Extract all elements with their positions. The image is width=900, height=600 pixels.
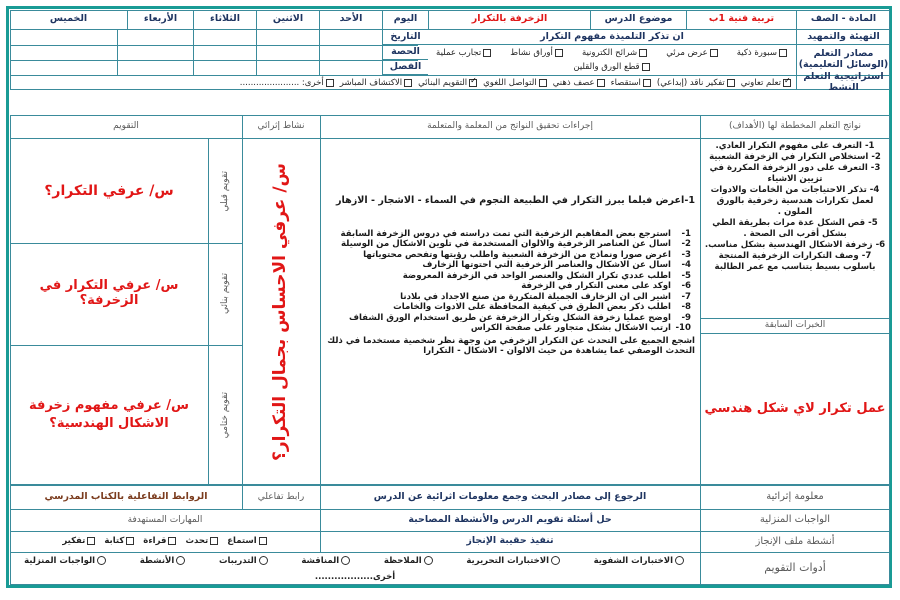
step-text: اشير الى ان الزخارف الجميلة المتكررة من صنع الاجداد في بلادنا bbox=[400, 291, 671, 302]
topic-label: موضوع الدرس bbox=[590, 10, 686, 30]
step-num: 3- bbox=[681, 249, 691, 260]
checkbox[interactable] bbox=[168, 537, 176, 545]
strategy-text: تعلم تعاوني bbox=[740, 78, 781, 88]
skills-label: المهارات المستهدفة bbox=[127, 514, 203, 525]
enrichment-value bbox=[242, 139, 320, 485]
radio[interactable] bbox=[97, 556, 106, 565]
procedures-content bbox=[325, 195, 695, 357]
tool-homework[interactable] bbox=[24, 556, 108, 566]
skill-text: قراءة bbox=[143, 536, 167, 546]
procedure-steps bbox=[325, 229, 695, 334]
strategy-brainstorm[interactable] bbox=[553, 78, 606, 88]
procedure-step bbox=[325, 313, 691, 323]
enrichment-text: س/ عرفي الاحساس بجمال التكرار؟ bbox=[270, 163, 291, 461]
strategy-language[interactable] bbox=[483, 78, 548, 88]
evaluation-type-final bbox=[208, 345, 242, 485]
strategy-other[interactable] bbox=[240, 78, 335, 88]
homework-label: الواجبات المنزلية bbox=[759, 514, 831, 526]
step-text: اوضح عمليا زخرفة الشكل وتكرار الزخرفة عن طريق استخدام الورق الشفاف bbox=[348, 312, 671, 323]
skill-text: استماع bbox=[227, 536, 257, 546]
resource-paper-pens[interactable] bbox=[573, 62, 650, 72]
tool-written[interactable] bbox=[466, 556, 562, 566]
procedure-step bbox=[325, 229, 691, 239]
step-text: اوكد على معنى التكرار في الزخرفة bbox=[521, 281, 671, 292]
step-text: اطلب عددي تكرار الشكل والعنصر الواحد في الزخرفة المعروضة bbox=[402, 270, 671, 281]
day-column-thursday: الخميس bbox=[10, 10, 127, 30]
resource-experiments[interactable] bbox=[436, 48, 492, 58]
strategy-inquiry[interactable] bbox=[611, 78, 652, 88]
step-text: اسال عن العناصر الزخرفية والالوان المستخدمة في تلوين الاشكال من الوسيلة bbox=[340, 239, 671, 250]
objective-item: 1- التعرف على مفهوم التكرار العادي. bbox=[715, 141, 875, 151]
step-text: اطلب ذكر بعض الطرق في كيفية المحافظة على الادوات والخامات bbox=[393, 302, 671, 313]
date-label: التاريخ bbox=[382, 30, 428, 45]
step-text: اسال عن الاشكال والعناصر الزخرفية التي احتوتها الزخارف bbox=[422, 260, 671, 271]
strategy-label: استراتيجية التعلم النشط bbox=[796, 75, 890, 90]
checkbox[interactable] bbox=[710, 49, 718, 57]
tool-discussion[interactable] bbox=[301, 556, 352, 566]
tool-oral[interactable] bbox=[594, 556, 686, 566]
strategy-text: أخرى: ...................... bbox=[239, 78, 324, 88]
procedure-outro: اشجع الجميع على التحدث عن التكرار الزخرفي من وجهة نظر شخصية مستخدما في ذلك التحدث الوصفي عما يشاهدة من حيث الالوان - الاشكال - التكرارا bbox=[327, 335, 695, 357]
strategy-discovery[interactable] bbox=[340, 78, 413, 88]
procedure-step bbox=[325, 260, 691, 270]
tool-text: التدريبات bbox=[218, 556, 257, 566]
skill-speaking[interactable] bbox=[185, 536, 219, 546]
procedure-step bbox=[325, 271, 691, 281]
strategy-text: استقصاء bbox=[610, 78, 641, 88]
resource-slides[interactable] bbox=[582, 48, 648, 58]
resource-label: أوراق نشاط bbox=[510, 48, 553, 58]
intro-label: التهيئة والتمهيد bbox=[796, 30, 890, 45]
checkbox[interactable] bbox=[643, 79, 651, 87]
objective-item: 3- التعرف على دور الزخرفة المكررة في تزيين الاشياء bbox=[709, 163, 881, 184]
procedure-intro: 1-اعرض فيلما يبرز التكرار في الطبيعة النجوم في السماء - الاشجار - الازهار bbox=[335, 195, 695, 206]
link-value[interactable]: الروابط التفاعلية بالكتاب المدرسي bbox=[44, 490, 208, 502]
checkbox[interactable] bbox=[326, 79, 334, 87]
strategy-text: عصف ذهني bbox=[552, 78, 595, 88]
class-label: الفصل bbox=[382, 60, 428, 75]
tools-label: أدوات التقويم bbox=[764, 561, 826, 575]
subject-value: تربية فنية 1ب bbox=[686, 10, 796, 30]
strategy-formative[interactable] bbox=[418, 78, 478, 88]
homework-value: حل أسئلة تقويم الدرس والأنشطة المصاحبة bbox=[408, 513, 612, 525]
step-num: 10- bbox=[675, 323, 691, 334]
step-num: 7- bbox=[681, 291, 691, 302]
checkbox[interactable] bbox=[642, 63, 650, 71]
skill-reading[interactable] bbox=[143, 536, 177, 546]
objectives-header: نواتج التعلم المخططة لها (الأهداف) bbox=[728, 121, 862, 132]
strategy-critical-thinking[interactable] bbox=[657, 78, 736, 88]
prior-experience-label: الخبرات السابقة bbox=[700, 318, 890, 334]
strategy-cooperative[interactable] bbox=[741, 78, 792, 88]
checkbox[interactable] bbox=[210, 537, 218, 545]
radio[interactable] bbox=[675, 556, 684, 565]
resources-label-line2: (الوسائل التعليمية) bbox=[798, 59, 889, 70]
resource-label: عرض مرئي bbox=[666, 48, 708, 58]
day-column-sunday: الأحد bbox=[319, 10, 382, 30]
procedure-step bbox=[325, 323, 691, 333]
portfolio-label: أنشطة ملف الإنجاز bbox=[755, 535, 835, 547]
radio[interactable] bbox=[551, 556, 560, 565]
checkbox[interactable] bbox=[126, 537, 134, 545]
skill-thinking[interactable] bbox=[62, 536, 96, 546]
radio[interactable] bbox=[341, 556, 350, 565]
checkbox[interactable] bbox=[539, 79, 547, 87]
subject-label: المادة - الصف bbox=[796, 10, 890, 30]
procedures-header: إجراءات تحقيق النواتج من المعلمة والمتعلمة bbox=[427, 121, 593, 132]
tool-text: الملاحظة bbox=[383, 556, 422, 566]
day-column-monday: الاثنين bbox=[256, 10, 319, 30]
info-label: معلومة إثرائية bbox=[766, 491, 824, 503]
objective-item: 2- استخلاص التكرار في الزخرفة الشعبية bbox=[709, 152, 881, 162]
period-label: الحصة bbox=[382, 45, 428, 60]
checkbox[interactable] bbox=[483, 49, 491, 57]
intro-value: ان تذكر التلميذة مفهوم التكرار bbox=[428, 30, 796, 45]
resource-label: تجارب عملية bbox=[436, 48, 482, 58]
checkbox[interactable] bbox=[259, 537, 267, 545]
strategy-text: الاكتشاف المباشر bbox=[339, 78, 403, 88]
step-num: 2- bbox=[681, 239, 691, 250]
checkbox-checked[interactable] bbox=[783, 79, 791, 87]
eval-type-text: تقويم بنائي bbox=[219, 273, 230, 315]
strategy-text: التواصل اللغوي bbox=[483, 78, 537, 88]
objective-item: 5- قص الشكل عدة مرات بطريقة الطي بشكل أقرب الى الصحة . bbox=[712, 218, 878, 239]
step-num: 9- bbox=[681, 312, 691, 323]
eval-type-text: تقويم قبلي bbox=[219, 170, 230, 212]
topic-value: الزخرفة بالتكرار bbox=[428, 10, 590, 30]
day-label: اليوم bbox=[382, 10, 428, 30]
tools-options bbox=[10, 552, 700, 585]
tool-text: الواجبات المنزلية bbox=[24, 556, 96, 566]
tool-text: الاختبارات التحريرية bbox=[466, 556, 549, 566]
resources-options bbox=[428, 45, 796, 75]
tool-exercises[interactable] bbox=[219, 556, 270, 566]
skill-text: تفكير bbox=[62, 536, 86, 546]
evaluation-question-final: س/ عرفي مفهوم زخرفة الاشكال الهندسية؟ bbox=[29, 397, 189, 431]
skill-text: كتابة bbox=[104, 536, 125, 546]
day-column-tuesday: الثلاثاء bbox=[193, 10, 256, 30]
tool-observation[interactable] bbox=[384, 556, 435, 566]
step-text: اعرض صورا ونماذج من الزخرفة الشعبية واطلب رؤيتها وتفحص محتوياتها bbox=[363, 249, 671, 260]
objective-item: 4- تذكر الاحتياجات من الخامات والادوات لعمل تكرارات هندسية زخرفية بالورق الملون . bbox=[710, 185, 880, 217]
objective-item: 7- وصف التكرارات الزخرفية المنتجة باسلوب بسيط يتناسب مع عمر الطالبة bbox=[714, 251, 876, 272]
procedure-step bbox=[325, 281, 691, 291]
checkbox[interactable] bbox=[597, 79, 605, 87]
procedure-step bbox=[325, 239, 691, 249]
procedure-step bbox=[325, 302, 691, 312]
evaluation-question-pre: س/ عرفي التكرار؟ bbox=[44, 182, 174, 199]
evaluation-type-pre bbox=[208, 139, 242, 243]
radio[interactable] bbox=[176, 556, 185, 565]
strategy-options bbox=[10, 75, 796, 90]
tool-text: الأنشطة bbox=[139, 556, 175, 566]
day-column-wednesday: الأربعاء bbox=[127, 10, 193, 30]
checkbox-checked[interactable] bbox=[469, 79, 477, 87]
strategy-text: تفكير ناقد (إبداعي) bbox=[656, 78, 725, 88]
checkbox[interactable] bbox=[404, 79, 412, 87]
skill-text: تحدث bbox=[185, 536, 209, 546]
tool-other: أخرى.................. bbox=[314, 572, 396, 582]
resource-label: قطع الورق والقلين bbox=[573, 62, 640, 72]
evaluation-header: التقويم bbox=[113, 121, 139, 132]
procedure-step bbox=[325, 250, 691, 260]
step-num: 5- bbox=[681, 270, 691, 281]
enrichment-header: نشاط إثرائي bbox=[257, 121, 305, 132]
eval-type-text: تقويم ختامي bbox=[219, 391, 230, 439]
evaluation-question-formative: س/ عرفي التكرار في الزخرفة؟ bbox=[39, 278, 179, 308]
skill-writing[interactable] bbox=[104, 536, 135, 546]
resource-label: شرائح الكترونية bbox=[581, 48, 638, 58]
step-num: 6- bbox=[681, 281, 691, 292]
step-text: ارتب الاشكال بشكل متجاور على صفحة الكراس bbox=[470, 323, 671, 334]
prior-experience-value: عمل تكرار لاي شكل هندسي bbox=[704, 400, 886, 416]
info-value: الرجوع إلى مصادر البحث وجمع معلومات اثرائية عن الدرس bbox=[373, 490, 647, 502]
tool-text: الاختبارات الشفوية bbox=[593, 556, 673, 566]
checkbox[interactable] bbox=[87, 537, 95, 545]
radio[interactable] bbox=[424, 556, 433, 565]
resource-video[interactable] bbox=[666, 48, 718, 58]
step-text: استرجع بعض المفاهيم الزخرفية التي تمت دراسته في دروس الزخرفة السابقة bbox=[340, 228, 671, 239]
tool-text: المناقشة bbox=[301, 556, 340, 566]
evaluation-type-formative bbox=[208, 243, 242, 345]
objective-item: 6- زخرفة الاشكال الهندسية بشكل مناسب. bbox=[704, 240, 886, 250]
resource-smartboard[interactable] bbox=[737, 48, 788, 58]
checkbox[interactable] bbox=[779, 49, 787, 57]
objectives-list bbox=[703, 141, 887, 315]
resource-label: سبورة ذكية bbox=[736, 48, 777, 58]
resource-worksheets[interactable] bbox=[510, 48, 564, 58]
checkbox[interactable] bbox=[727, 79, 735, 87]
step-num: 1- bbox=[681, 228, 691, 239]
step-num: 4- bbox=[681, 260, 691, 271]
skills-options bbox=[10, 531, 320, 552]
step-num: 8- bbox=[681, 302, 691, 313]
strategy-text: التقويم البنائي bbox=[418, 78, 468, 88]
radio[interactable] bbox=[259, 556, 268, 565]
resources-label-line1: مصادر التعلم bbox=[813, 48, 874, 60]
tool-activities[interactable] bbox=[140, 556, 188, 566]
portfolio-value: تنفيذ حقيبة الإنجاز bbox=[466, 535, 554, 547]
procedure-step bbox=[325, 292, 691, 302]
checkbox[interactable] bbox=[555, 49, 563, 57]
skill-listening[interactable] bbox=[227, 536, 267, 546]
link-label: رابط تفاعلي bbox=[257, 491, 305, 502]
checkbox[interactable] bbox=[639, 49, 647, 57]
